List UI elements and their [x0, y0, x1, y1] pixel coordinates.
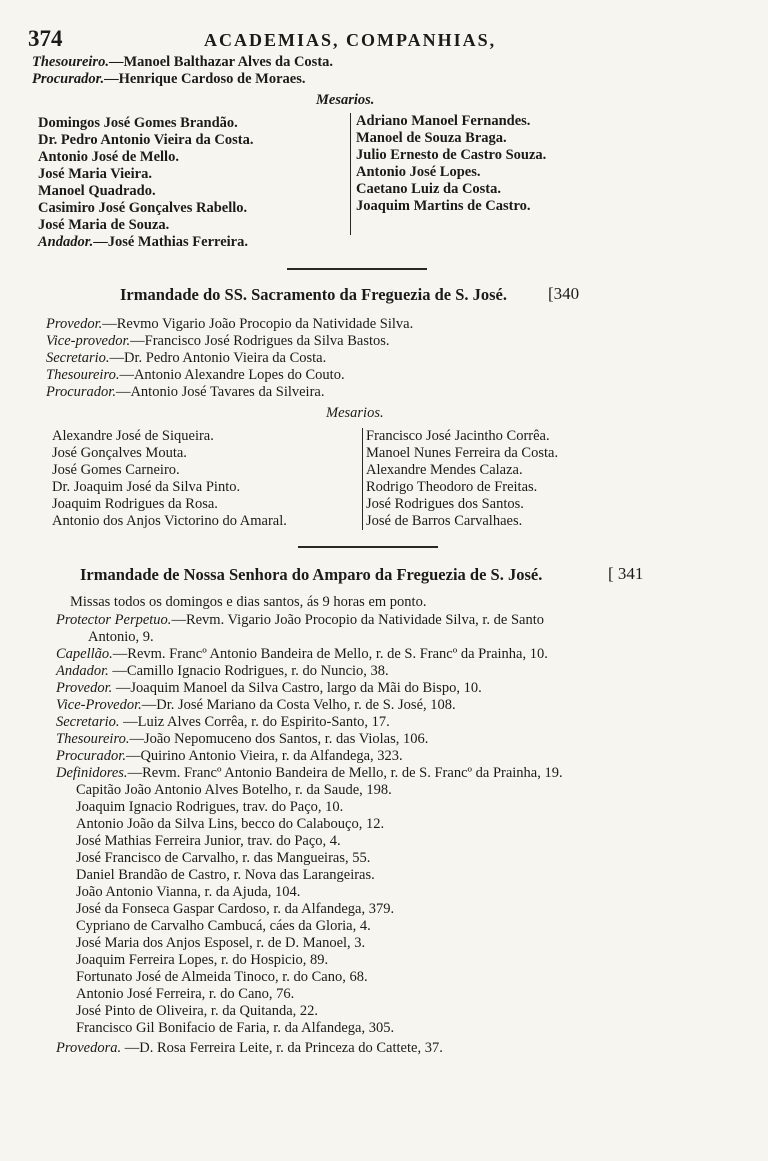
- definidor-entry: José da Fonseca Gaspar Cardoso, r. da Alfandega, 379.: [76, 901, 395, 917]
- member-name: José Maria Vieira.: [38, 166, 152, 182]
- andador-role: Andador.: [38, 234, 94, 250]
- member-name: Alexandre Mendes Calaza.: [366, 462, 523, 478]
- member-name: Joaquim Rodrigues da Rosa.: [52, 496, 218, 512]
- page-number: 374: [28, 26, 63, 51]
- member-name: Joaquim Martins de Castro.: [356, 198, 531, 214]
- section-ref-341: [ 341: [608, 564, 644, 583]
- officer-name: —Dr. José Mariano da Costa Velho, r. de S. José, 108.: [141, 697, 456, 713]
- running-title: ACADEMIAS, COMPANHIAS,: [204, 30, 497, 50]
- member-name: José Maria de Souza.: [38, 217, 170, 233]
- officer-line: [56, 646, 548, 663]
- officer-line: [32, 71, 306, 88]
- member-name: Antonio José Lopes.: [356, 164, 481, 180]
- definidor-entry: José Francisco de Carvalho, r. das Mangueiras, 55.: [76, 850, 371, 866]
- officer-line: [46, 333, 390, 350]
- officer-role: Secretario.: [56, 714, 120, 730]
- officer-name: —Revm. Francº Antonio Bandeira de Mello, r. de S. Francº da Prainha, 19.: [127, 765, 563, 781]
- definidor-entry: Daniel Brandão de Castro, r. Nova das Larangeiras.: [76, 867, 375, 883]
- definidor-entry: Joaquim Ignacio Rodrigues, trav. do Paço, 10.: [76, 799, 344, 815]
- definidor-entry: João Antonio Vianna, r. da Ajuda, 104.: [76, 884, 301, 900]
- officer-name: —Francisco José Rodrigues da Silva Bastos.: [130, 333, 390, 349]
- member-name: Antonio José de Mello.: [38, 149, 179, 165]
- definidor-entry: Cypriano de Carvalho Cambucá, cáes da Gloria, 4.: [76, 918, 371, 934]
- mesarios-label: Mesarios.: [316, 92, 375, 108]
- member-name: José de Barros Carvalhaes.: [366, 513, 523, 529]
- officer-role: Thesoureiro.: [56, 731, 130, 747]
- provedora-line: [56, 1040, 443, 1057]
- officer-name: —João Nepomuceno dos Santos, r. das Violas, 106.: [129, 731, 429, 747]
- definidor-entry: José Maria dos Anjos Esposel, r. de D. Manoel, 3.: [76, 935, 366, 951]
- member-name: Domingos José Gomes Brandão.: [38, 115, 238, 131]
- officer-role: Provedor.: [46, 316, 103, 332]
- provedora-name: —D. Rosa Ferreira Leite, r. da Princeza do Cattete, 37.: [121, 1040, 443, 1056]
- officer-line: [46, 316, 413, 333]
- officer-name: —Revmo Vigario João Procopio da Natividade Silva.: [102, 316, 414, 332]
- definidor-entry: Antonio João da Silva Lins, becco do Calabouço, 12.: [76, 816, 385, 832]
- officer-role: Capellão.: [56, 646, 113, 662]
- mass-note: Missas todos os domingos e dias santos, ás 9 horas em ponto.: [70, 594, 427, 610]
- member-name: Antonio dos Anjos Victorino do Amaral.: [52, 513, 287, 529]
- officer-name: —Revm. Vigario João Procopio da Natividade Silva, r. de Santo: [171, 612, 545, 628]
- officer-role: Thesoureiro.: [32, 54, 109, 70]
- officer-name: —Revm. Francº Antonio Bandeira de Mello, r. de S. Francº da Prainha, 10.: [112, 646, 548, 662]
- officer-name: —Joaquim Manoel da Silva Castro, largo da Mãi do Bispo, 10.: [112, 680, 482, 696]
- officer-line: [56, 748, 403, 765]
- officer-role: Procurador.: [32, 71, 105, 87]
- officer-role: Secretario.: [46, 350, 110, 366]
- officer-name: —Antonio José Tavares da Silveira.: [115, 384, 325, 400]
- member-name: José Gonçalves Mouta.: [52, 445, 187, 461]
- member-name: Caetano Luiz da Costa.: [356, 181, 502, 197]
- officer-line: [56, 697, 456, 714]
- section-rule: [298, 546, 438, 548]
- officer-line-cont: Antonio, 9.: [88, 629, 154, 645]
- member-name: Dr. Joaquim José da Silva Pinto.: [52, 479, 241, 495]
- officer-line: [32, 54, 333, 71]
- officer-line: [56, 765, 563, 782]
- member-name: José Rodrigues dos Santos.: [366, 496, 524, 512]
- section-title-341: Irmandade de Nossa Senhora do Amparo da Freguezia de S. José.: [80, 565, 543, 584]
- officer-role: Andador.: [56, 663, 109, 679]
- officer-role: Thesoureiro.: [46, 367, 120, 383]
- member-name: Rodrigo Theodoro de Freitas.: [366, 479, 538, 495]
- section-title-340: Irmandade do SS. Sacramento da Freguezia de S. José.: [120, 285, 507, 304]
- provedora-role: Provedora.: [56, 1040, 122, 1056]
- member-name: Dr. Pedro Antonio Vieira da Costa.: [38, 132, 254, 148]
- officer-line: [56, 714, 390, 731]
- officer-name: —Quirino Antonio Vieira, r. da Alfandega, 323.: [125, 748, 403, 764]
- officer-line: [46, 367, 345, 384]
- officer-name: —Camillo Ignacio Rodrigues, r. do Nuncio, 38.: [108, 663, 389, 679]
- officer-line: [46, 384, 324, 401]
- member-name: Manoel Quadrado.: [38, 183, 156, 199]
- officer-role: Protector Perpetuo.: [56, 612, 172, 628]
- mesarios-label: Mesarios.: [326, 405, 384, 421]
- officer-role: Definidores.: [56, 765, 128, 781]
- officer-role: Vice-provedor.: [46, 333, 131, 349]
- officer-line: [56, 663, 389, 680]
- andador-line: [38, 234, 248, 251]
- column-divider: [350, 113, 351, 235]
- officer-name: —Dr. Pedro Antonio Vieira da Costa.: [109, 350, 327, 366]
- officer-role: Vice-Provedor.: [56, 697, 142, 713]
- member-name: Adriano Manoel Fernandes.: [356, 113, 531, 129]
- member-name: Manoel de Souza Braga.: [356, 130, 507, 146]
- officer-role: Procurador.: [56, 748, 126, 764]
- officer-name: —Luiz Alves Corrêa, r. do Espirito-Santo, 17.: [119, 714, 390, 730]
- definidor-entry: Antonio José Ferreira, r. do Cano, 76.: [76, 986, 295, 1002]
- column-divider: [362, 428, 363, 530]
- running-head: [28, 26, 548, 52]
- definidor-entry: Fortunato José de Almeida Tinoco, r. do Cano, 68.: [76, 969, 368, 985]
- section-rule: [287, 268, 427, 270]
- member-name: Francisco José Jacintho Corrêa.: [366, 428, 550, 444]
- member-name: Manoel Nunes Ferreira da Costa.: [366, 445, 559, 461]
- definidor-entry: Joaquim Ferreira Lopes, r. do Hospicio, 89.: [76, 952, 329, 968]
- officer-name: —Henrique Cardoso de Moraes.: [104, 71, 306, 87]
- member-name: José Gomes Carneiro.: [52, 462, 180, 478]
- andador-name: —José Mathias Ferreira.: [93, 234, 248, 250]
- definidor-entry: Capitão João Antonio Alves Botelho, r. da Saude, 198.: [76, 782, 392, 798]
- officer-role: Provedor.: [56, 680, 113, 696]
- officer-role: Procurador.: [46, 384, 116, 400]
- officer-line: [56, 731, 428, 748]
- member-name: Alexandre José de Siqueira.: [52, 428, 214, 444]
- member-name: Julio Ernesto de Castro Souza.: [356, 147, 547, 163]
- definidor-entry: Francisco Gil Bonifacio de Faria, r. da Alfandega, 305.: [76, 1020, 395, 1036]
- section-ref-340: [340: [548, 284, 580, 303]
- member-name: Casimiro José Gonçalves Rabello.: [38, 200, 248, 216]
- officer-line: [56, 612, 544, 629]
- officer-name: —Manoel Balthazar Alves da Costa.: [108, 54, 334, 70]
- definidor-entry: José Mathias Ferreira Junior, trav. do Paço, 4.: [76, 833, 341, 849]
- officer-line: [56, 680, 482, 697]
- officer-line: [46, 350, 326, 367]
- definidor-entry: José Pinto de Oliveira, r. da Quitanda, 22.: [76, 1003, 319, 1019]
- officer-name: —Antonio Alexandre Lopes do Couto.: [119, 367, 345, 383]
